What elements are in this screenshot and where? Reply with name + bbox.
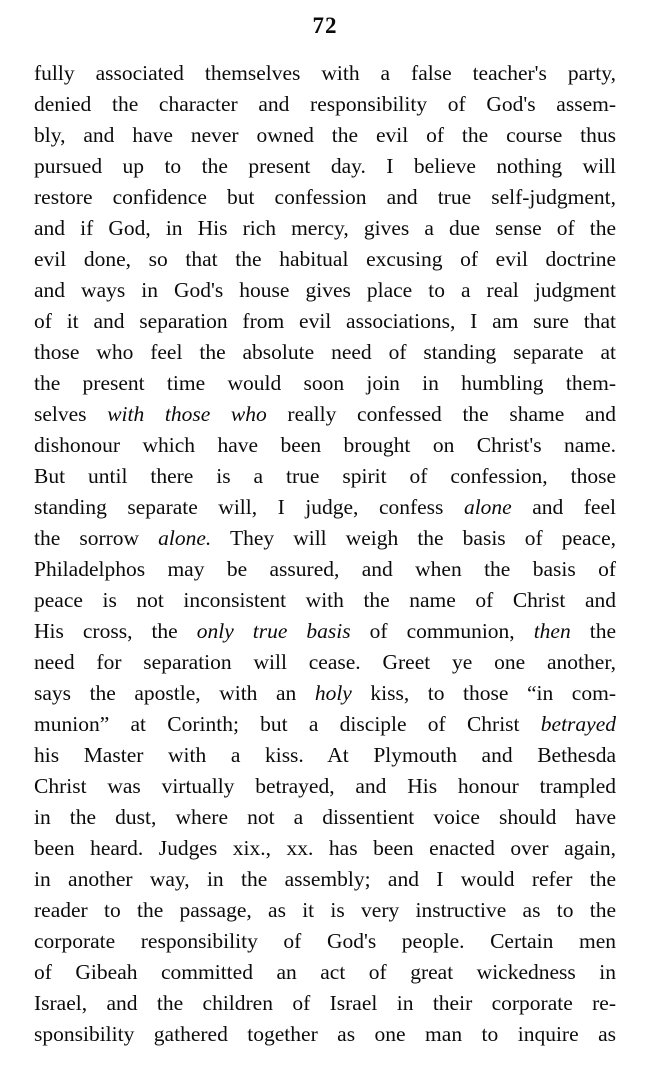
- italic-text: then: [533, 619, 571, 643]
- text-segment: of communion,: [350, 619, 534, 643]
- text-segment: need for separation will cease. Greet ye one another,: [34, 650, 616, 674]
- text-line: [34, 58, 616, 89]
- text-segment: peace is not inconsistent with the name of Christ and: [34, 588, 616, 612]
- text-line: [34, 771, 616, 802]
- italic-text: alone.: [158, 526, 212, 550]
- text-segment: says the apostle, with an: [34, 681, 315, 705]
- text-line: [34, 616, 616, 647]
- text-segment: kiss, to those “in com-: [351, 681, 616, 705]
- text-segment: Philadelphos may be assured, and when the basis of: [34, 557, 616, 581]
- text-segment: Christ was virtually betrayed, and His honour trampled: [34, 774, 616, 798]
- text-segment: his Master with a kiss. At Plymouth and Bethesda: [34, 743, 616, 767]
- text-segment: corporate responsibility of God's people. Certain men: [34, 929, 616, 953]
- text-segment: dishonour which have been brought on Christ's name.: [34, 433, 616, 457]
- text-line: [34, 120, 616, 151]
- text-segment: munion” at Corinth; but a disciple of Christ: [34, 712, 541, 736]
- text-segment: Israel, and the children of Israel in their corporate re-: [34, 991, 616, 1015]
- text-segment: the: [570, 619, 616, 643]
- italic-text: holy: [314, 681, 352, 705]
- text-segment: sponsibility gathered together as one man to inquire as: [34, 1022, 616, 1046]
- text-segment: restore confidence but confession and true self-judgment,: [34, 185, 616, 209]
- text-segment: But until there is a true spirit of confession, those: [34, 464, 616, 488]
- text-segment: the sorrow: [34, 526, 159, 550]
- text-line: [34, 802, 616, 833]
- text-segment: in another way, in the assembly; and I would refer the: [34, 867, 616, 891]
- text-segment: the present time would soon join in humbling them-: [34, 371, 616, 395]
- text-segment: really confessed the shame and: [266, 402, 616, 426]
- text-line: [34, 461, 616, 492]
- text-line: [34, 430, 616, 461]
- italic-text: only true basis: [196, 619, 351, 643]
- text-line: [34, 399, 616, 430]
- text-line: [34, 492, 616, 523]
- body-text: [34, 58, 616, 1050]
- text-segment: denied the character and responsibility of God's assem-: [34, 92, 616, 116]
- italic-text: betrayed: [540, 712, 616, 736]
- text-segment: reader to the passage, as it is very instructive as to the: [34, 898, 616, 922]
- text-line: [34, 1019, 616, 1050]
- text-line: [34, 182, 616, 213]
- text-segment: been heard. Judges xix., xx. has been enacted over again,: [34, 836, 616, 860]
- text-line: [34, 89, 616, 120]
- text-segment: His cross, the: [34, 619, 197, 643]
- text-line: [34, 585, 616, 616]
- italic-text: with those who: [107, 402, 267, 426]
- text-line: [34, 926, 616, 957]
- text-line: [34, 337, 616, 368]
- text-line: [34, 833, 616, 864]
- text-segment: of Gibeah committed an act of great wickedness in: [34, 960, 616, 984]
- text-segment: and if God, in His rich mercy, gives a due sense of the: [34, 216, 616, 240]
- page-number: 72: [312, 13, 338, 38]
- text-line: [34, 151, 616, 182]
- text-line: [34, 988, 616, 1019]
- text-segment: They will weigh the basis of peace,: [211, 526, 616, 550]
- text-line: [34, 275, 616, 306]
- text-segment: selves: [34, 402, 108, 426]
- text-segment: of it and separation from evil associations, I am sure that: [34, 309, 616, 333]
- text-line: [34, 523, 616, 554]
- text-segment: standing separate will, I judge, confess: [34, 495, 464, 519]
- text-line: [34, 244, 616, 275]
- text-line: [34, 368, 616, 399]
- text-line: [34, 554, 616, 585]
- text-line: [34, 709, 616, 740]
- text-segment: and ways in God's house gives place to a real judgment: [34, 278, 616, 302]
- text-segment: bly, and have never owned the evil of the course thus: [34, 123, 616, 147]
- text-line: [34, 957, 616, 988]
- text-segment: evil done, so that the habitual excusing of evil doctrine: [34, 247, 616, 271]
- text-segment: fully associated themselves with a false teacher's party,: [34, 61, 616, 85]
- text-line: [34, 678, 616, 709]
- text-line: [34, 306, 616, 337]
- text-segment: and feel: [511, 495, 616, 519]
- text-line: [34, 647, 616, 678]
- text-segment: pursued up to the present day. I believe nothing will: [34, 154, 616, 178]
- text-segment: in the dust, where not a dissentient voice should have: [34, 805, 616, 829]
- text-line: [34, 895, 616, 926]
- text-line: [34, 213, 616, 244]
- text-line: [34, 864, 616, 895]
- text-line: [34, 740, 616, 771]
- italic-text: alone: [463, 495, 512, 519]
- text-segment: those who feel the absolute need of standing separate at: [34, 340, 616, 364]
